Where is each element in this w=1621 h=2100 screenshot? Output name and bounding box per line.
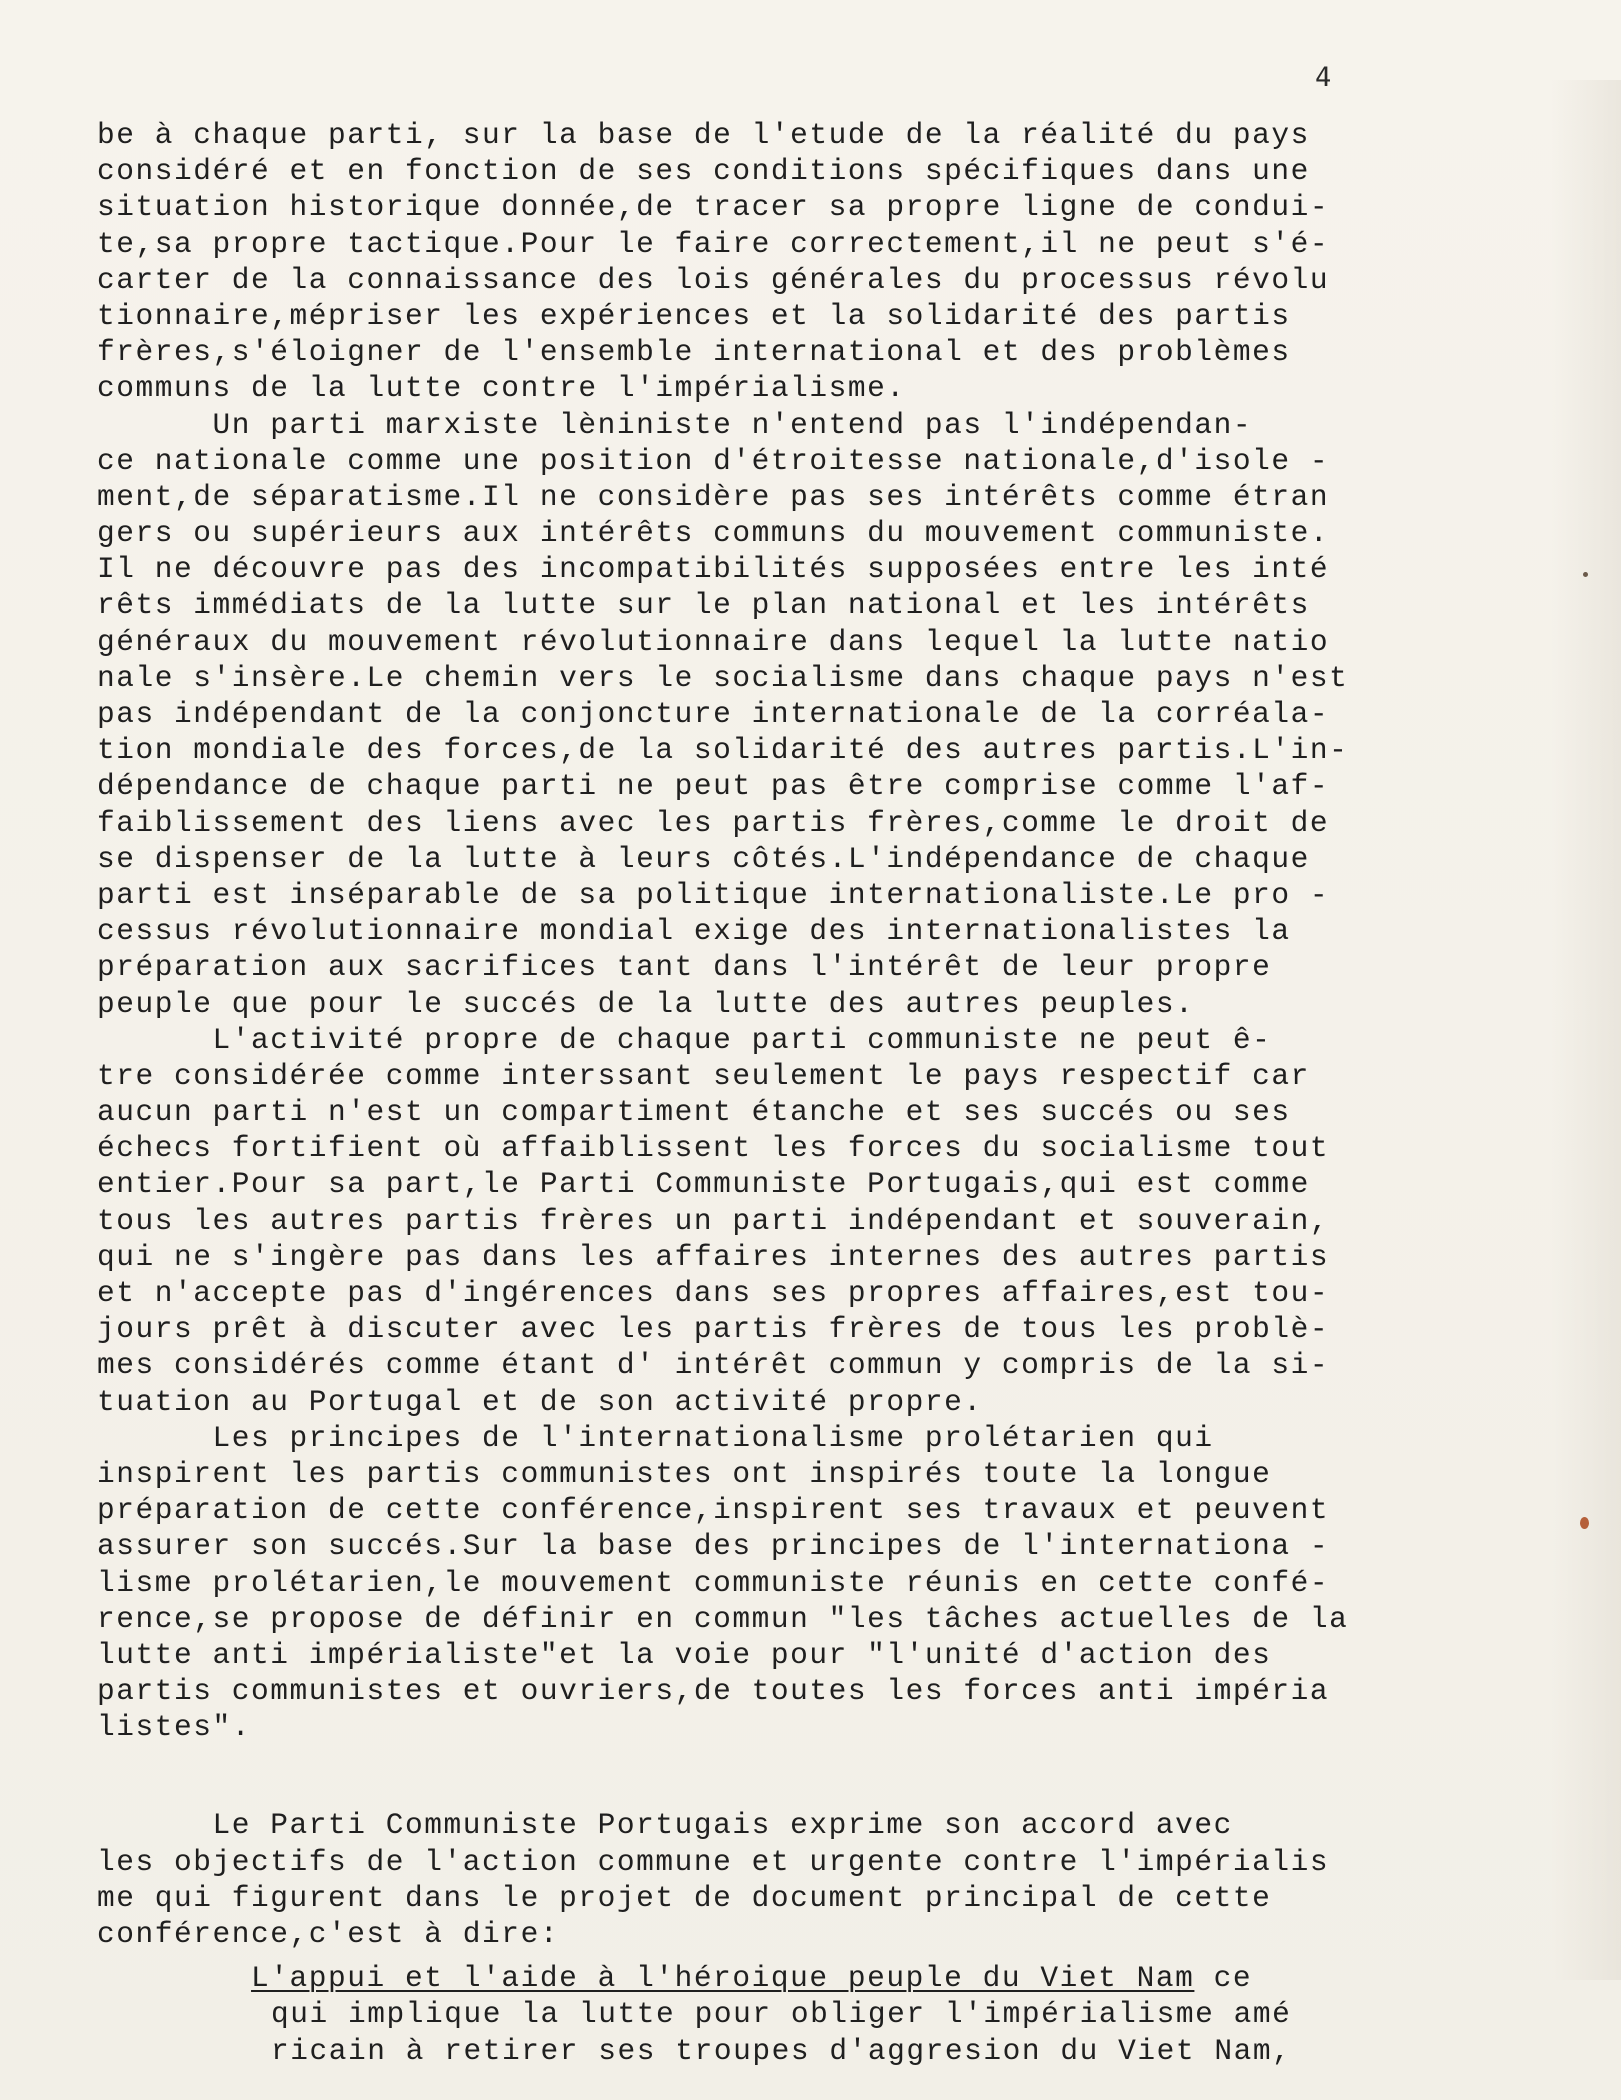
text-line: mes considérés comme étant d' intérêt commun y compris de la si- bbox=[97, 1348, 1330, 1383]
text-line: inspirent les partis communistes ont inspirés toute la longue bbox=[97, 1456, 1272, 1491]
text-line: te,sa propre tactique.Pour le faire correctement,il ne peut s'é- bbox=[97, 226, 1330, 261]
text-line: lisme prolétarien,le mouvement communiste réunis en cette confé- bbox=[97, 1565, 1330, 1600]
paragraph-objectives bbox=[97, 1807, 1427, 1952]
text-line: qui ne s'ingère pas dans les affaires internes des autres partis bbox=[97, 1239, 1330, 1274]
text-line: pas indépendant de la conjoncture internationale de la corréala- bbox=[97, 697, 1330, 731]
text-line: Un parti marxiste lèniniste n'entend pas l'indépendan- bbox=[97, 407, 1253, 442]
text-line: aucun parti n'est un compartiment étanche et ses succés ou ses bbox=[97, 1095, 1291, 1130]
text-line: gers ou supérieurs aux intérêts communs du mouvement communiste. bbox=[97, 516, 1330, 551]
list-item-heading: L'appui et l'aide à l'héroique peuple du Viet Nam bbox=[251, 1961, 1195, 1996]
text-line: cessus révolutionnaire mondial exige des internationalistes la bbox=[97, 914, 1291, 949]
page-number: 4 bbox=[1315, 62, 1332, 93]
list-item bbox=[97, 1960, 1427, 2069]
text-line: faiblissement des liens avec les partis frères,comme le droit de bbox=[97, 805, 1330, 840]
text-line: ce nationale comme une position d'étroitesse nationale,d'isole - bbox=[97, 443, 1330, 478]
section-gap bbox=[97, 1745, 1427, 1807]
text-line: tous les autres partis frères un parti indépendant et souverain, bbox=[97, 1203, 1330, 1238]
text-line: jours prêt à discuter avec les partis frères de tous les problè- bbox=[97, 1312, 1330, 1347]
paper-stain bbox=[1580, 1517, 1589, 1529]
text-line: be à chaque parti, sur la base de l'etude de la réalité du pays bbox=[97, 118, 1310, 152]
text-line: L'activité propre de chaque parti communiste ne peut ê- bbox=[97, 1022, 1272, 1057]
text-line: Le Parti Communiste Portugais exprime son accord avec bbox=[97, 1808, 1233, 1843]
paragraph bbox=[97, 1420, 1427, 1746]
paragraph bbox=[97, 117, 1427, 407]
text-line: peuple que pour le succés de la lutte des autres peuples. bbox=[97, 986, 1195, 1021]
text-line: Il ne découvre pas des incompatibilités supposées entre les inté bbox=[97, 552, 1330, 587]
text-line: tion mondiale des forces,de la solidarité des autres partis.L'in- bbox=[97, 733, 1349, 768]
text-line: échecs fortifient où affaiblissent les forces du socialisme tout bbox=[97, 1131, 1330, 1166]
document-body bbox=[97, 117, 1427, 2069]
list-item-continuation: ce bbox=[1194, 1961, 1253, 1996]
text-line: me qui figurent dans le projet de document principal de cette bbox=[97, 1880, 1272, 1915]
text-line: généraux du mouvement révolutionnaire dans lequel la lutte natio bbox=[97, 624, 1330, 659]
text-line: communs de la lutte contre l'impérialisme. bbox=[97, 371, 906, 406]
text-line: partis communistes et ouvriers,de toutes les forces anti impéria bbox=[97, 1674, 1330, 1709]
text-line: se dispenser de la lutte à leurs côtés.L'indépendance de chaque bbox=[97, 841, 1310, 876]
text-line: les objectifs de l'action commune et urgente contre l'impérialis bbox=[97, 1844, 1330, 1879]
text-line: listes". bbox=[97, 1710, 252, 1745]
paragraph bbox=[97, 407, 1427, 1022]
text-line: conférence,c'est à dire: bbox=[97, 1917, 560, 1951]
paragraph bbox=[97, 1807, 1427, 1952]
text-line: entier.Pour sa part,le Parti Communiste Portugais,qui est comme bbox=[97, 1167, 1310, 1202]
paper-speck bbox=[1583, 572, 1588, 577]
text-line: rêts immédiats de la lutte sur le plan national et les intérêts bbox=[97, 588, 1310, 623]
list-item-first-line bbox=[97, 1960, 1427, 1996]
text-line: préparation aux sacrifices tant dans l'intérêt de leur propre bbox=[97, 950, 1272, 985]
text-line: et n'accepte pas d'ingérences dans ses propres affaires,est tou- bbox=[97, 1276, 1330, 1310]
text-line: tre considérée comme interssant seulement le pays respectif car bbox=[97, 1058, 1310, 1093]
list-item-line: ricain à retirer ses troupes d'aggresion du Viet Nam, bbox=[271, 2033, 1292, 2068]
paragraphs bbox=[97, 117, 1427, 1745]
text-line: frères,s'éloigner de l'ensemble international et des problèmes bbox=[97, 335, 1291, 370]
list-item-line: qui implique la lutte pour obliger l'impérialisme amé bbox=[271, 1997, 1292, 2032]
text-line: assurer son succés.Sur la base des principes de l'internationa - bbox=[97, 1529, 1330, 1564]
adjacent-page-shadow bbox=[1551, 80, 1621, 1980]
text-line: dépendance de chaque parti ne peut pas être comprise comme l'af- bbox=[97, 769, 1330, 804]
text-line: Les principes de l'internationalisme prolétarien qui bbox=[97, 1420, 1214, 1455]
paragraph bbox=[97, 1022, 1427, 1420]
text-line: ment,de séparatisme.Il ne considère pas ses intérêts comme étran bbox=[97, 479, 1330, 514]
text-line: situation historique donnée,de tracer sa propre ligne de condui- bbox=[97, 190, 1330, 225]
text-line: carter de la connaissance des lois générales du processus révolu bbox=[97, 262, 1330, 297]
text-line: tionnaire,mépriser les expériences et la solidarité des partis bbox=[97, 298, 1291, 333]
text-line: rence,se propose de définir en commun "les tâches actuelles de la bbox=[97, 1601, 1349, 1636]
text-line: lutte anti impérialiste"et la voie pour "l'unité d'action des bbox=[97, 1637, 1272, 1672]
text-line: préparation de cette conférence,inspirent ses travaux et peuvent bbox=[97, 1493, 1330, 1528]
text-line: considéré et en fonction de ses conditions spécifiques dans une bbox=[97, 154, 1310, 189]
text-line: tuation au Portugal et de son activité propre. bbox=[97, 1384, 983, 1419]
text-line: parti est inséparable de sa politique internationaliste.Le pro - bbox=[97, 877, 1330, 912]
text-line: nale s'insère.Le chemin vers le socialisme dans chaque pays n'est bbox=[97, 660, 1349, 695]
